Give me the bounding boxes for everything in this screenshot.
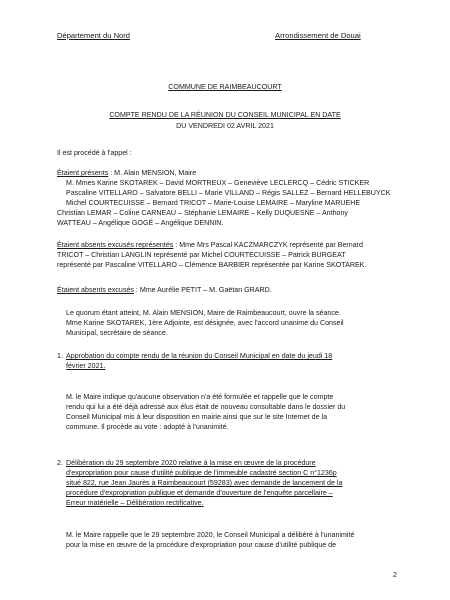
present-line: Michel COURTECUISSE – Bernard TRICOT – Marie-Louise LEMAIRE – Maryline MARUEHE <box>66 199 361 208</box>
present-line: WATTEAU – Angélique GOGÉ – Angélique DENNIN. <box>57 219 224 228</box>
body-line: M. le Maire rappelle que le 29 septembre 2020, le Conseil Municipal a délibéré à l'unanimité <box>66 531 355 539</box>
item-1-body <box>66 392 404 432</box>
present-line: Christian LEMAR – Coline CARNEAU – Stéphanie LEMAIRE – Kelly DUQUESNE – Anthony <box>57 209 348 218</box>
report-title-line-1: COMPTE RENDU DE LA RÉUNION DU CONSEIL MUNICIPAL EN DATE <box>109 111 341 119</box>
item-title: Délibération du 29 septembre 2020 relative à la mise en œuvre de la procédure d'expropriation pour cause d'utilité publique de l'immeuble cadastré section C n°1236p situé 822, rue Jean Jaurès à Raimbeaucourt (59283) avec demande de lancement de la procédure d'expropriation publique et demande d'ouverture de l'enquête parcellaire – Erreur matérielle – Délibération rectificative. <box>66 459 343 508</box>
excused-absent-label: Étaient absents excusés <box>57 286 134 294</box>
item-2-body <box>66 530 404 550</box>
excused-represented-section <box>57 240 409 270</box>
excused-absent-section <box>57 285 409 295</box>
agenda-item-1 <box>57 351 402 371</box>
item-title: Approbation du compte rendu de la réunion du Conseil Municipal en date du jeudi 18 février 2021. <box>66 352 333 371</box>
body-line: Conseil Municipal mis à leur disposition en mairie ainsi que sur le site Internet de la <box>66 413 328 422</box>
excused-absent-names: : Mme Aurélie PETIT – M. Gaëtan GRARD. <box>133 286 272 294</box>
commune-title: COMMUNE DE RAIMBEAUCOURT <box>168 83 282 91</box>
roll-call-intro: Il est procédé à l'appel : <box>57 149 132 157</box>
report-title-line-2: DU VENDREDI 02 AVRIL 2021 <box>176 122 274 130</box>
present-label: Étaient présents <box>57 169 109 177</box>
department-header: Département du Nord <box>57 31 131 40</box>
quorum-line: Municipal, secrétaire de séance. <box>66 329 168 338</box>
excused-represented-line: Étaient absents excusés représentés : Mme Mrs Pascal KACZMARCZYK représenté par Bernard <box>57 241 363 249</box>
item-number: 2. <box>57 459 63 467</box>
present-line: M. Mmes Karine SKOTAREK – David MORTREUX – Geneviève LECLERCQ – Cédric STICKER <box>66 179 370 188</box>
excused-represented-line: TRICOT – Christian LANGLIN représenté par Michel COURTECUISSE – Patrick BURGEAT <box>57 251 346 260</box>
quorum-line: Le quorum étant atteint, M. Alain MENSION, Maire de Raimbeaucourt, ouvre la séance. <box>66 309 341 317</box>
present-mayor: : M. Alain MENSION, Maire <box>108 169 197 177</box>
present-members-section <box>57 168 409 228</box>
body-line: M. le Maire indique qu'aucune observation n'a été formulée et rappelle que le compte <box>66 393 334 401</box>
excused-represented-label: Étaient absents excusés représentés <box>57 241 174 249</box>
page-number: 2 <box>393 572 397 579</box>
present-line: Pascaline VITELLARO – Salvatore BELLI – Marie VILLAND – Régis SALLEZ – Bernard HELLEBUYCK <box>66 189 391 198</box>
arrondissement-header: Arrondissement de Douai <box>275 31 361 40</box>
excused-represented-line: représenté par Pascaline VITELLARO – Clémence BARBIER représentée par Karine SKOTAREK. <box>57 261 367 270</box>
body-line: pour la mise en œuvre de la procédure d'expropriation pour cause d'utilité publique de <box>66 541 337 550</box>
agenda-item-2 <box>57 458 402 508</box>
quorum-paragraph <box>66 308 404 338</box>
item-number: 1. <box>57 352 63 360</box>
body-line: commune. Il procède au vote : adopté à l'unanimité. <box>66 423 229 432</box>
quorum-line: Mme Karine SKOTAREK, 1ère Adjointe, est désignée, avec l'accord unanime du Conseil <box>66 319 344 328</box>
present-members-heading <box>57 168 409 178</box>
body-line: rendu qui lui a été déjà adressé aux élus était de nouveau consultable dans le dossier du <box>66 403 346 412</box>
